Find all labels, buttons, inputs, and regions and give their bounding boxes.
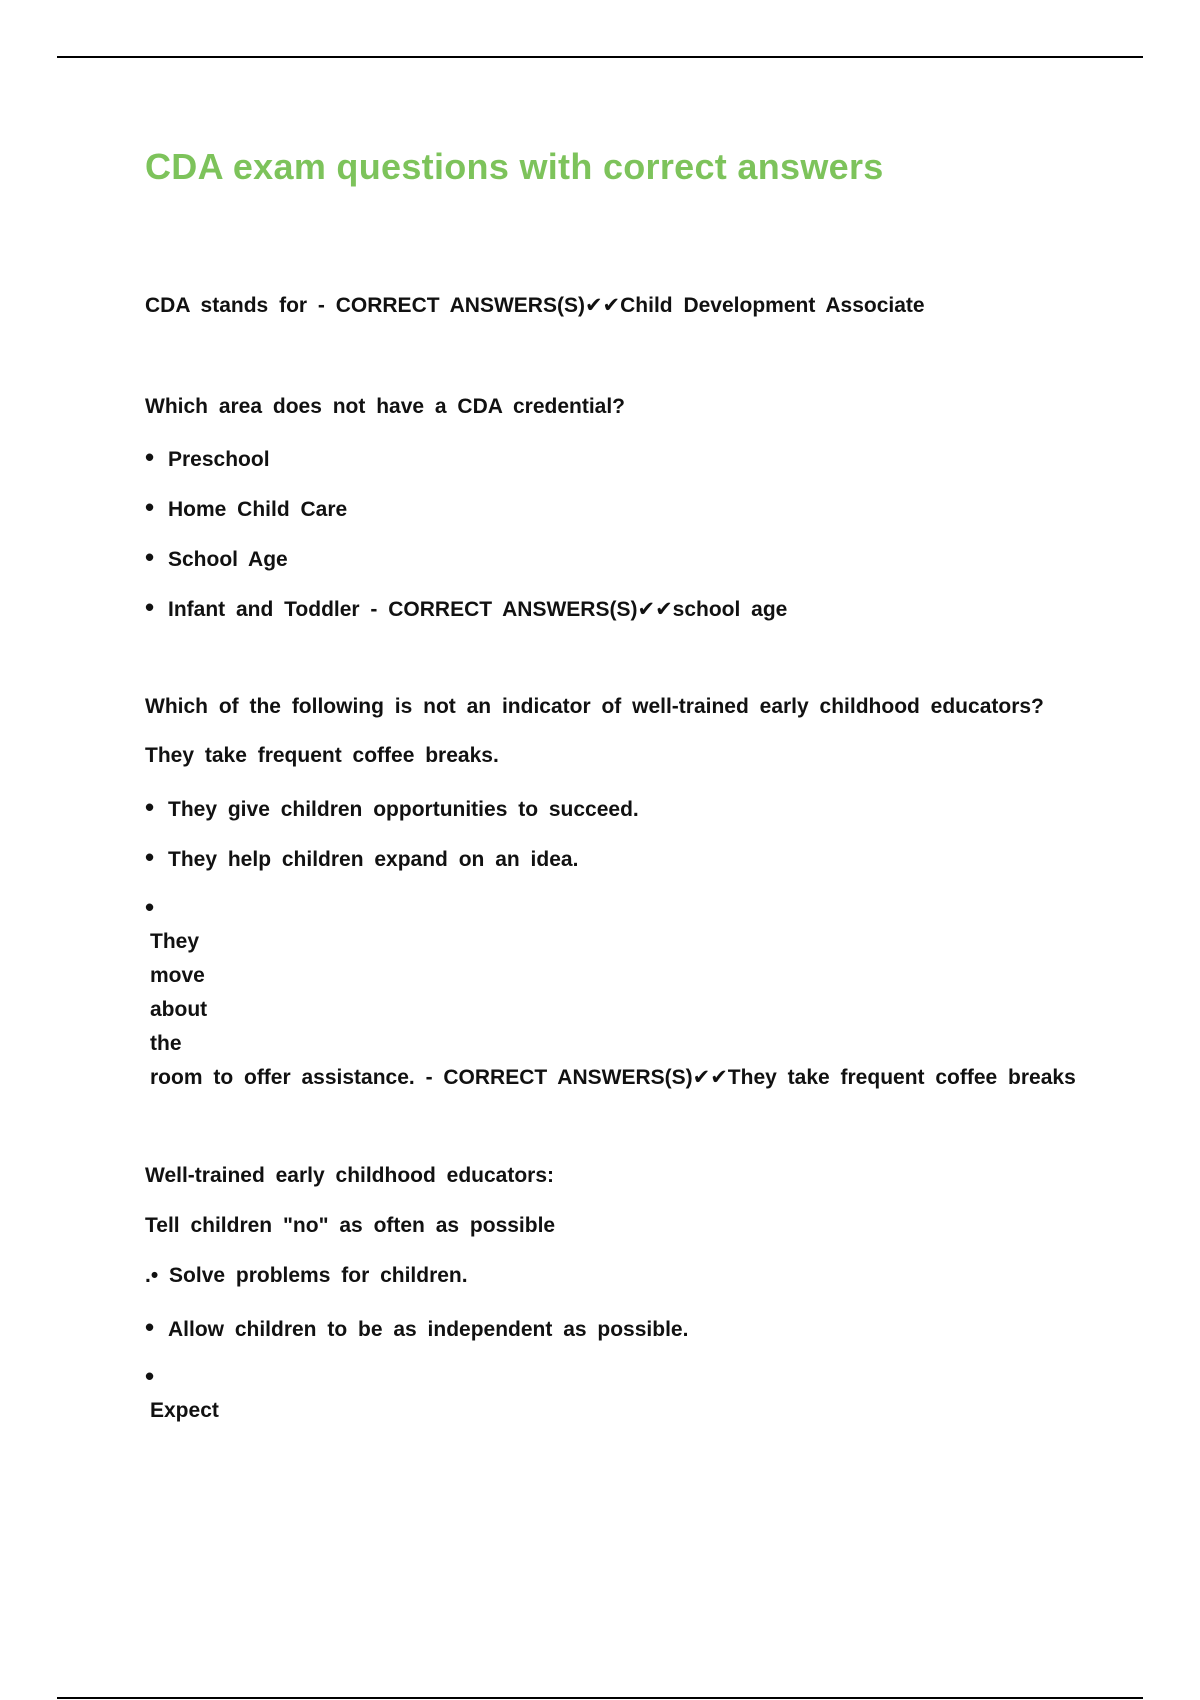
document-title: CDA exam questions with correct answers bbox=[145, 146, 884, 187]
q4-option: .• Solve problems for children. bbox=[145, 1264, 468, 1287]
bottom-rule bbox=[57, 1697, 1143, 1699]
q2-question: Which area does not have a CDA credential? bbox=[145, 395, 625, 418]
q3-line2: They take frequent coffee breaks. bbox=[145, 744, 499, 767]
q3-option: • They give children opportunities to succeed. bbox=[145, 794, 639, 823]
q1-text: CDA stands for - CORRECT ANSWERS(S)✔✔Child Development Associate bbox=[145, 294, 925, 317]
q2-option: • Infant and Toddler - CORRECT ANSWERS(S)✔✔school age bbox=[145, 594, 787, 623]
q3-stacked-text: They move about the room to offer assistance. - CORRECT ANSWERS(S)✔✔They take frequent coffee breaks bbox=[150, 930, 1076, 1089]
q2-option: • School Age bbox=[145, 544, 288, 573]
q3-question: Which of the following is not an indicator of well-trained early childhood educators? bbox=[145, 695, 1044, 718]
q4-option: • Allow children to be as independent as possible. bbox=[145, 1314, 688, 1343]
top-rule bbox=[57, 56, 1143, 58]
q2-option: • Home Child Care bbox=[145, 494, 347, 523]
bullet-dot: • bbox=[145, 1361, 155, 1391]
q2-option: • Preschool bbox=[145, 444, 270, 473]
q4-question: Well-trained early childhood educators: bbox=[145, 1164, 555, 1187]
q4-line2: Tell children "no" as often as possible bbox=[145, 1214, 556, 1237]
q3-option: • They help children expand on an idea. bbox=[145, 844, 578, 873]
bullet-dot: • bbox=[145, 892, 155, 922]
q4-stacked-text: Expect bbox=[150, 1399, 219, 1422]
